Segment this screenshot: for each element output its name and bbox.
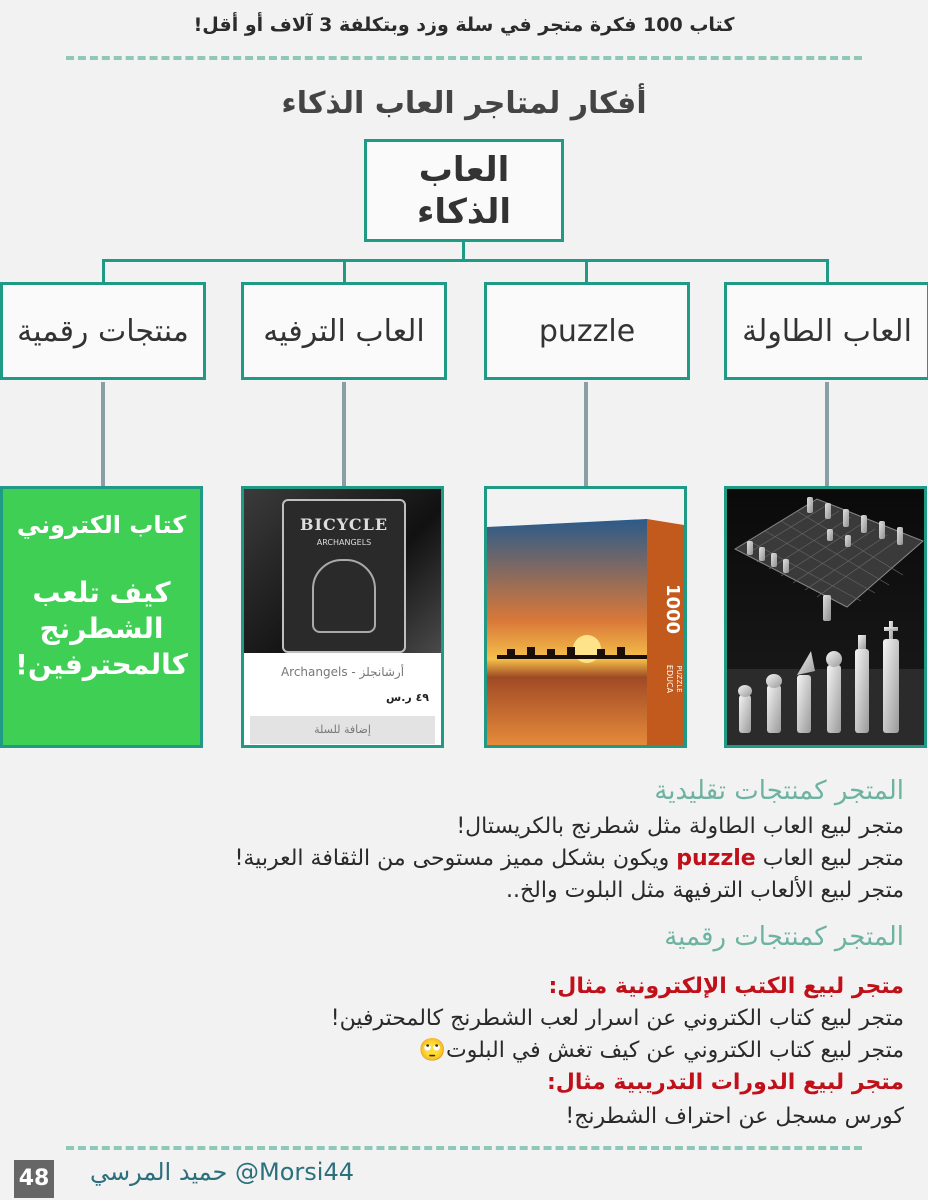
- add-to-cart-button[interactable]: إضافة للسلة: [250, 716, 435, 744]
- section-traditional-title: المتجر كمنتجات تقليدية: [654, 776, 904, 806]
- chess-set-card: [724, 486, 927, 748]
- ebook-line2: الشطرنج: [39, 612, 164, 645]
- section-digital-title: المتجر كمنتجات رقمية: [664, 922, 904, 952]
- puzzle-brand-label: EDUCA: [665, 664, 674, 694]
- tree-root-line2: الذكاء: [417, 191, 511, 232]
- section-traditional-line3: متجر لبيع الألعاب الترفيهة مثل البلوت والخ..: [505, 878, 904, 903]
- category-to-card-line: [342, 382, 346, 486]
- tree-connector-drop: [102, 259, 105, 282]
- section-traditional-line2: [235, 846, 904, 871]
- tree-connector-drop: [826, 259, 829, 282]
- section-traditional-line1: متجر لبيع العاب الطاولة مثل شطرنج بالكريستال!: [456, 814, 904, 839]
- puzzle-card: [484, 486, 687, 748]
- puzzle-kind-label: PUZZLE: [675, 665, 683, 693]
- rolling-eyes-emoji-icon: 🙄: [418, 1038, 447, 1063]
- bicycle-subtitle: ARCHANGELS: [316, 538, 372, 547]
- playing-cards-card: [241, 486, 444, 748]
- category-to-card-line: [101, 382, 105, 486]
- line2-part3: ويكون بشكل مميز مستوحى من الثقافة العربية!: [234, 846, 677, 871]
- section-digital-line3: كورس مسجل عن احتراف الشطرنج!: [565, 1104, 904, 1129]
- category-label: العاب الترفيه: [263, 313, 425, 349]
- category-board-games: [724, 282, 928, 380]
- footer-divider: [66, 1146, 862, 1150]
- author-handle: حميد المرسي @Morsi44: [90, 1158, 354, 1186]
- ebook-card: [0, 486, 203, 748]
- line2-part1: متجر لبيع العاب: [755, 846, 904, 871]
- ebook-line3: كالمحترفين!: [15, 648, 188, 681]
- tree-connector-stem: [462, 242, 465, 260]
- book-header: كتاب 100 فكرة متجر في سلة وزد وبتكلفة 3 آلاف أو أقل!: [193, 14, 735, 36]
- section-digital-line1: متجر لبيع كتاب الكتروني عن اسرار لعب الشطرنج كالمحترفين!: [330, 1006, 904, 1031]
- category-label: العاب الطاولة: [742, 313, 912, 349]
- category-puzzle: [484, 282, 690, 380]
- bicycle-brand: BICYCLE: [299, 515, 389, 534]
- ebooks-subheading: متجر لبيع الكتب الإلكترونية مثال:: [548, 974, 904, 999]
- puzzle-highlight: puzzle: [676, 846, 756, 871]
- ebook-line1: كيف تلعب: [32, 576, 171, 609]
- section-digital-line2: [419, 1038, 904, 1063]
- page-title: أفكار لمتاجر العاب الذكاء: [281, 86, 647, 121]
- page-number: 48: [14, 1160, 54, 1198]
- glass-chess-set-image: [727, 489, 924, 745]
- ebook-title: كتاب الكتروني: [16, 511, 187, 539]
- line-text: متجر لبيع كتاب الكتروني عن كيف تغش في البلوت: [446, 1038, 904, 1063]
- tree-connector-bar: [102, 259, 829, 262]
- courses-subheading: متجر لبيع الدورات التدريبية مثال:: [547, 1070, 904, 1095]
- tree-root-line1: العاب: [418, 149, 510, 190]
- header-divider: [66, 56, 862, 60]
- category-label: puzzle: [538, 313, 636, 349]
- product-name: أرشانجلز - Archangels: [280, 665, 405, 679]
- product-price: ٤٩ ر.س: [386, 691, 429, 704]
- category-to-card-line: [825, 382, 829, 486]
- tree-root-box: [364, 139, 564, 242]
- tree-connector-drop: [343, 259, 346, 282]
- sunset-camels-puzzle-image: [487, 489, 684, 745]
- bicycle-cards-image: [244, 489, 441, 653]
- category-digital-products: [0, 282, 206, 380]
- category-to-card-line: [584, 382, 588, 486]
- puzzle-brand-text: 1000: [662, 583, 683, 635]
- category-entertainment-games: [241, 282, 447, 380]
- tree-connector-drop: [585, 259, 588, 282]
- category-label: منتجات رقمية: [17, 313, 189, 349]
